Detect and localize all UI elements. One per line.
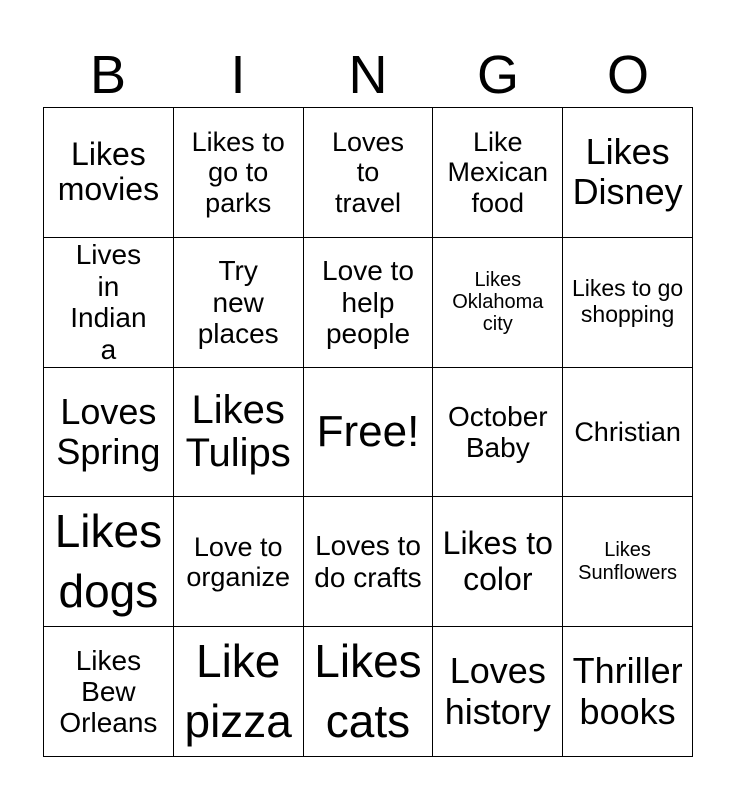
bingo-cell-text: Loves to travel	[331, 127, 405, 218]
bingo-cell[interactable]	[563, 627, 693, 757]
bingo-cell[interactable]	[174, 627, 304, 757]
header-letter-b: B	[89, 45, 127, 105]
bingo-cell-text: Loves to do crafts	[314, 530, 422, 593]
bingo-cell[interactable]	[563, 497, 693, 627]
bingo-cell[interactable]	[304, 238, 434, 368]
bingo-header	[43, 42, 693, 108]
bingo-cell-text: Likes dogs	[54, 504, 163, 617]
bingo-cell[interactable]	[44, 368, 174, 498]
bingo-cell-text: Likes cats	[314, 634, 422, 747]
bingo-cell[interactable]	[304, 497, 434, 627]
bingo-cell-text: Try new places	[197, 255, 279, 349]
bingo-card-grid	[43, 107, 693, 757]
bingo-cell[interactable]	[44, 627, 174, 757]
bingo-cell-text: Lives in Indiana	[70, 239, 147, 365]
bingo-cell[interactable]	[433, 108, 563, 238]
bingo-cell[interactable]	[174, 108, 304, 238]
bingo-cell[interactable]	[174, 497, 304, 627]
bingo-cell-text: Likes Bew Orleans	[59, 644, 158, 739]
bingo-cell[interactable]	[433, 368, 563, 498]
bingo-cell[interactable]	[563, 368, 693, 498]
bingo-cell-text: Loves history	[444, 650, 551, 732]
bingo-cell-text: Likes Tulips	[185, 387, 291, 475]
bingo-cell[interactable]	[433, 238, 563, 368]
bingo-cell[interactable]	[44, 108, 174, 238]
bingo-cell-text: October Baby	[447, 400, 548, 463]
bingo-cell[interactable]	[433, 627, 563, 757]
free-space-text: Free!	[316, 406, 420, 456]
bingo-cell[interactable]	[174, 238, 304, 368]
bingo-cell-text: Love to help people	[322, 255, 414, 349]
bingo-cell[interactable]	[304, 627, 434, 757]
bingo-cell-text: Likes Sunflowers	[578, 539, 678, 584]
bingo-cell[interactable]	[563, 238, 693, 368]
bingo-cell-text: Likes movies	[57, 135, 160, 208]
free-space-cell[interactable]	[304, 368, 434, 498]
header-letter-i: I	[230, 45, 246, 105]
bingo-cell-text: Christian	[574, 416, 681, 447]
bingo-cell[interactable]	[433, 497, 563, 627]
bingo-cell-text: Loves Spring	[56, 390, 161, 472]
bingo-cell[interactable]	[174, 368, 304, 498]
bingo-cell-text: Likes Disney	[572, 131, 683, 213]
header-letter-o: O	[606, 45, 649, 105]
bingo-cell-text: Likes to go to parks	[191, 127, 285, 218]
bingo-cell-text: Likes Oklahoma city	[452, 268, 544, 336]
bingo-cell-text: Like pizza	[184, 634, 292, 747]
bingo-cell[interactable]	[563, 108, 693, 238]
bingo-cell-text: Thriller books	[572, 650, 683, 732]
bingo-cell-text: Like Mexican food	[447, 127, 549, 218]
bingo-cell-text: Love to organize	[186, 531, 290, 592]
header-letter-g: G	[476, 45, 519, 105]
header-letter-n: N	[348, 45, 388, 105]
bingo-cell-text: Likes to go shopping	[571, 275, 684, 328]
bingo-cell-text: Likes to color	[442, 524, 553, 597]
bingo-cell[interactable]	[304, 108, 434, 238]
bingo-cell[interactable]	[44, 238, 174, 368]
bingo-cell[interactable]	[44, 497, 174, 627]
